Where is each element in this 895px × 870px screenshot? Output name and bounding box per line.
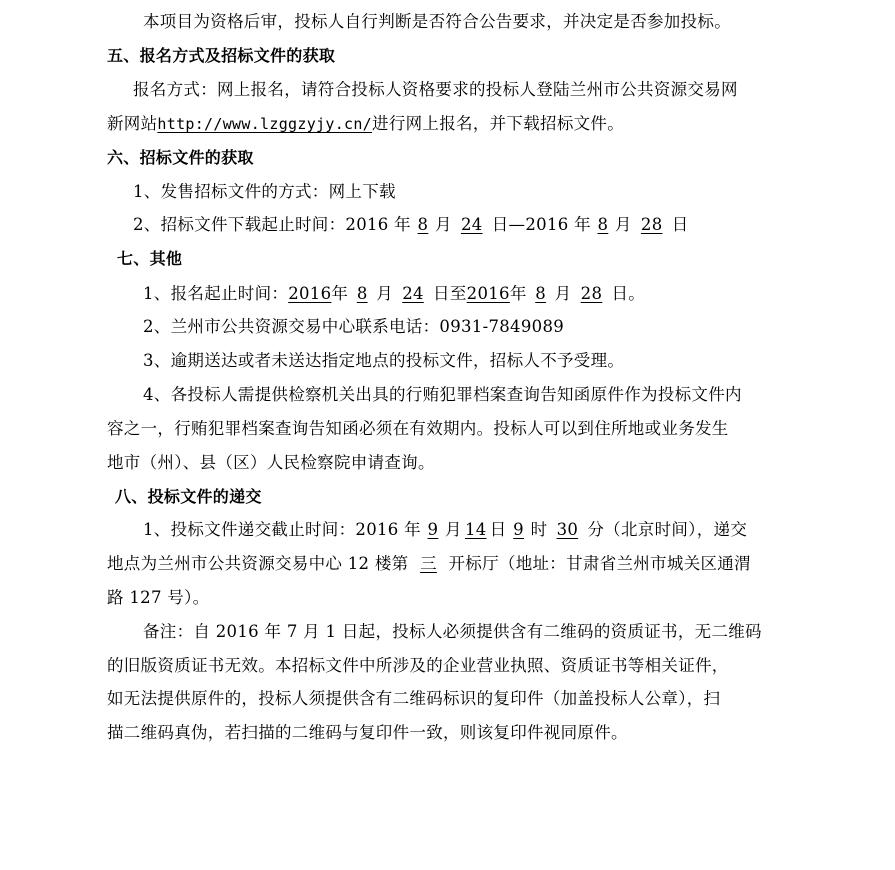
text-part: 月	[614, 215, 632, 234]
section-7-item-2: 2、兰州市公共资源交易中心联系电话：0931-7849089	[143, 317, 565, 336]
text-part: 月	[376, 284, 394, 303]
filled-year: 2016	[288, 284, 332, 303]
registration-website-link[interactable]: http://www.lzggzyjy.cn/	[157, 115, 373, 133]
filled-day: 24	[460, 215, 483, 234]
intro-line: 本项目为资格后审，投标人自行判断是否符合公告要求，并决定是否参加投标。	[143, 12, 731, 31]
text-part: 月	[434, 215, 452, 234]
section-6-item-2	[133, 213, 689, 237]
filled-month: 9	[427, 520, 439, 539]
text-part: 日	[489, 520, 507, 539]
filled-month: 8	[417, 215, 429, 234]
section-7-item-3: 3、逾期送达或者未送达指定地点的投标文件，招标人不予受理。	[143, 351, 625, 370]
text-part: 年	[331, 284, 349, 303]
text-part: 日—2016 年	[491, 215, 591, 234]
text-part: 日。	[611, 284, 646, 303]
text-part: 月	[444, 520, 462, 539]
section-7-item-4-line-3: 地市（州）、县（区）人民检察院申请查询。	[107, 453, 435, 472]
filled-month: 8	[597, 215, 609, 234]
text-part: 分（北京时间），递交	[587, 520, 748, 539]
text-part: 1、报名起止时间：	[143, 284, 289, 303]
section-6-title: 六、招标文件的获取	[107, 148, 254, 167]
section-5-line-2	[107, 112, 624, 136]
section-6-item-1: 1、发售招标文件的方式：网上下载	[133, 182, 396, 201]
filled-hall-number: 三	[420, 554, 437, 573]
note-line-1: 备注：自 2016 年 7 月 1 日起，投标人必须提供含有二维码的资质证书，无二维码	[143, 622, 762, 641]
filled-month: 8	[535, 284, 547, 303]
section-5-line-1: 报名方式：网上报名，请符合投标人资格要求的投标人登陆兰州市公共资源交易网	[133, 80, 738, 99]
filled-minute: 30	[556, 520, 579, 539]
section-7-item-4-line-1: 4、各投标人需提供检察机关出具的行贿犯罪档案查询告知函原件作为投标文件内	[143, 385, 742, 404]
section-5-line-2-prefix: 新网站	[107, 114, 158, 133]
filled-year: 2016	[466, 284, 510, 303]
text-part: 开标厅（地址：甘肃省兰州市城关区通渭	[448, 554, 751, 573]
text-part: 时	[530, 520, 548, 539]
filled-month: 8	[356, 284, 368, 303]
text-part: 2、招标文件下载起止时间：2016 年	[133, 215, 411, 234]
section-7-title: 七、其他	[117, 249, 183, 268]
text-part: 年	[509, 284, 527, 303]
text-part: 日至	[433, 284, 467, 303]
text-part: 1、投标文件递交截止时间：2016 年	[143, 520, 421, 539]
section-5-line-2-suffix: 进行网上报名，并下载招标文件。	[372, 114, 625, 133]
filled-day: 28	[640, 215, 663, 234]
section-8-title: 八、投标文件的递交	[115, 487, 262, 506]
note-line-3: 如无法提供原件的，投标人须提供含有二维码标识的复印件（加盖投标人公章），扫	[107, 689, 721, 708]
section-8-item-1-line-3: 路 127 号）。	[107, 588, 210, 607]
section-5-title: 五、报名方式及招标文件的获取	[107, 46, 336, 65]
note-line-4: 描二维码真伪，若扫描的二维码与复印件一致，则该复印件视同原件。	[107, 723, 628, 742]
text-part: 月	[554, 284, 572, 303]
text-part: 日	[671, 215, 689, 234]
text-part: 地点为兰州市公共资源交易中心 12 楼第	[107, 554, 409, 573]
section-8-item-1-line-2	[107, 552, 751, 576]
note-line-2: 的旧版资质证书无效。本招标文件中所涉及的企业营业执照、资质证书等相关证件，	[107, 656, 729, 675]
filled-day: 28	[580, 284, 603, 303]
filled-hour: 9	[513, 520, 524, 539]
section-7-item-4-line-2: 容之一，行贿犯罪档案查询告知函必须在有效期内。投标人可以到住所地或业务发生	[107, 419, 729, 438]
section-8-item-1-line-1	[143, 518, 747, 542]
filled-day: 24	[402, 284, 424, 303]
section-7-item-1	[143, 282, 645, 306]
filled-day: 14	[464, 520, 487, 539]
